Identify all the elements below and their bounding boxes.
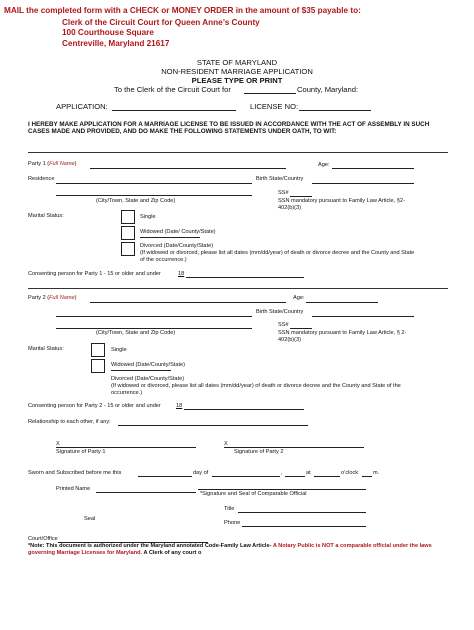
oath-statement: I HEREBY MAKE APPLICATION FOR A MARRIAGE LICENSE TO BE ISSUED IN ACCORDANCE WITH THE ACT OF ASSEMBLY IN SUCH CASES MADE AND PROVIDED, AND DO MAKE THE FOLLOWING STATEMENTS UNDER OATH, TO WIT: [28,121,430,136]
relationship-label: Relationship to each other, if any: [28,419,111,425]
party2-city-caption: (City/Town, State and Zip Code) [96,330,176,336]
party1-label: Party 1 (Full Name) [28,161,77,167]
mail-instruction: MAIL the completed form with a CHECK or MONEY ORDER in the amount of $35 payable to: [4,6,361,15]
party2-marital-label: Marital Status: [28,346,64,352]
seal-label: Seal [84,516,96,522]
party2-widowed-line[interactable] [111,370,171,371]
license-input-line[interactable] [299,110,371,111]
party1-city-line[interactable] [56,195,252,196]
party1-signature-line[interactable] [56,447,196,448]
phone-line[interactable] [242,526,366,527]
party2-ssn-label: SS# [278,322,289,328]
party2-residence-line[interactable] [56,316,252,317]
sworn-ampm-line[interactable] [362,476,372,477]
license-label: LICENSE NO: [250,102,299,111]
party1-age-label: Age: [318,162,330,168]
print-instruction: PLEASE TYPE OR PRINT [191,76,283,85]
title-line[interactable] [238,512,366,513]
party2-single-checkbox[interactable] [91,343,105,357]
sworn-month-line[interactable] [212,476,280,477]
party2-signature-line[interactable] [224,447,364,448]
party2-city-line[interactable] [56,328,252,329]
sworn-m: m. [373,470,380,476]
party1-marital-label: Marital Status: [28,213,64,219]
sworn-year-line[interactable] [285,476,305,477]
party1-residence-label: Residence [28,176,55,182]
printed-name-label: Printed Name [56,486,91,492]
party1-widowed-line[interactable] [140,237,200,238]
party1-signature-caption: Signature of Party 1 [56,449,106,455]
party2-age-label: Age: [293,295,305,301]
address-line-3: Centreville, Maryland 21617 [62,39,170,48]
application-input-line[interactable] [112,110,236,111]
official-signature-line[interactable] [198,489,366,490]
sworn-comma: , [281,470,283,476]
party2-ssn-note: SSN mandatory pursuant to Family Law Article, § 2-402(b)(3) [278,330,407,343]
party2-consent-label: Consenting person for Party 2 - 15 or older and under [28,403,161,409]
county-suffix: County, Maryland: [297,85,359,94]
sworn-day-of: day of [193,470,209,476]
form-title: NON-RESIDENT MARRIAGE APPLICATION [161,67,313,76]
party2-birth-line[interactable] [312,316,414,317]
title-label: Title [224,506,235,512]
party1-consent-label: Consenting person for Party 1 - 15 or older and under [28,271,161,277]
party1-divorced-checkbox[interactable] [121,242,135,256]
court-office-label: Court/Office [28,536,58,542]
state-title: STATE OF MARYLAND [196,58,278,67]
party2-divorced-label: Divorced (Date/County/State) [111,376,185,382]
party2-widowed-checkbox[interactable] [91,359,105,373]
party2-consent-line[interactable] [184,409,304,410]
party2-birth-label: Birth State/Country [256,309,304,315]
party1-divorced-label: Divorced (Date/County/State) [140,243,214,249]
party1-widowed-label: Widowed (Date/ County/State) [140,229,216,235]
party2-divorced-note: (If widowed or divorced, please list all dates (mm/dd/year) of death or divorce decree and the County and State of the occurrence.) [111,383,401,396]
party1-age-line[interactable] [332,168,414,169]
party1-ssn-label: SS# [278,190,289,196]
party1-x-mark: X [56,441,60,447]
legal-note: *Note: This document is authorized under the Maryland annotated Code-Family Law Article- A Notary Public is NOT a comparable official under the laws governing Marriage Licenses for Maryland. A Clerk of any court o [28,543,432,556]
address-line-1: Clerk of the Circuit Court for Queen Anne’s County [62,18,260,27]
party2-signature-caption: Signature of Party 2 [234,449,284,455]
party1-single-checkbox[interactable] [121,210,135,224]
relationship-line[interactable] [118,425,308,426]
sworn-oclock: o’clock [341,470,359,476]
divider [28,288,448,289]
sworn-at: at [306,470,311,476]
application-label: APPLICATION: [56,102,108,111]
party1-name-line[interactable] [90,168,286,169]
party1-single-label: Single [140,214,156,220]
party2-single-label: Single [111,347,127,353]
county-input-line[interactable] [244,93,296,94]
party2-x-mark: X [224,441,228,447]
party2-consent-age: 18 [176,403,183,409]
phone-label: Phone [224,520,241,526]
divider [28,152,448,153]
address-line-2: 100 Courthouse Square [62,28,154,37]
sworn-time-line[interactable] [314,476,340,477]
printed-name-line[interactable] [96,492,196,493]
party1-consent-line[interactable] [186,277,304,278]
party2-widowed-label: Widowed (Date/County/State) [111,362,185,368]
party1-ssn-line[interactable] [290,196,312,197]
party1-consent-age: 18 [178,271,185,277]
party2-name-line[interactable] [90,302,286,303]
party2-age-line[interactable] [306,302,378,303]
party2-label: Party 2 (Full Name) [28,295,77,301]
to-clerk-text: To the Clerk of the Circuit Court for [114,85,231,94]
party1-divorced-note: (If widowed or divorced, please list all dates (mm/dd/year) of death or divorce decree and the County and State of the occurrence.) [140,250,415,263]
party1-ssn-note: SSN mandatory pursuant to Family Law Article, §2-402(b)(3) [278,198,405,211]
party1-residence-line[interactable] [56,183,252,184]
party1-widowed-checkbox[interactable] [121,226,135,240]
party1-city-caption: (City/Town, State and Zip Code) [96,198,176,204]
party1-birth-label: Birth State/Country [256,176,304,182]
party2-ssn-line[interactable] [290,328,312,329]
sworn-day-line[interactable] [138,476,192,477]
sworn-label: Sworn and Subscribed before me this [28,470,122,476]
official-signature-caption: *Signature and Seal of Comparable Official [200,491,307,497]
party1-birth-line[interactable] [312,183,414,184]
